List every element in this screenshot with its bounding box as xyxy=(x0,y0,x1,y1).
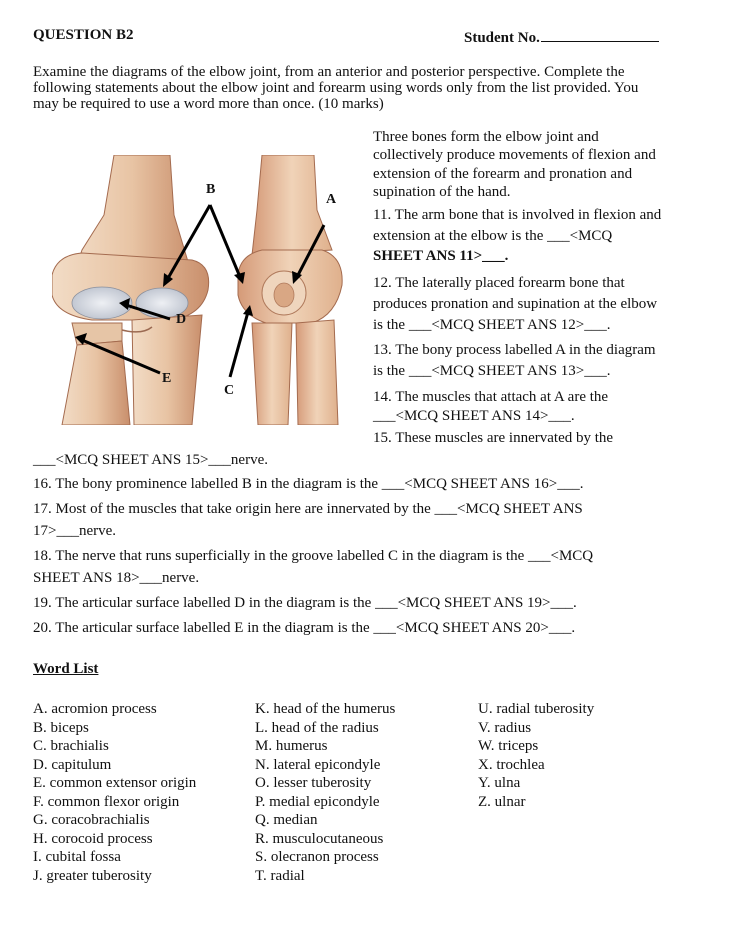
intro-line-4: supination of the hand. xyxy=(373,184,511,200)
word-list-item: O. lesser tuberosity xyxy=(255,775,372,791)
instruction-line-1: Examine the diagrams of the elbow joint, from an anterior and posterior perspective. Complete the xyxy=(33,64,625,80)
word-list-item: Y. ulna xyxy=(478,775,521,791)
intro-line-3: extension of the forearm and pronation and xyxy=(373,166,633,182)
figure-label-c: C xyxy=(224,383,235,398)
question-18-line-1: 18. The nerve that runs superficially in the groove labelled C in the diagram is the ___<MCQ xyxy=(33,548,594,564)
question-14-line-2: ___<MCQ SHEET ANS 14>___. xyxy=(373,408,575,424)
word-list-item: Z. ulnar xyxy=(478,793,526,810)
word-list-item: B. biceps xyxy=(33,719,89,736)
question-11-line-2: extension at the elbow is the ___<MCQ xyxy=(373,228,613,244)
student-number-text: Student No. xyxy=(464,30,540,46)
word-list-item: V. radius xyxy=(478,719,532,736)
word-list-column-2 xyxy=(255,700,395,885)
word-list-title: Word List xyxy=(33,661,99,677)
figure-label-e: E xyxy=(162,371,172,386)
question-16: 16. The bony prominence labelled B in the diagram is the ___<MCQ SHEET ANS 16>___. xyxy=(33,476,584,492)
intro-line-2: collectively produce movements of flexion and xyxy=(373,147,656,163)
question-12-line-1: 12. The laterally placed forearm bone that xyxy=(373,275,625,291)
question-17-line-2: 17>___nerve. xyxy=(33,523,117,539)
figure-label-b: B xyxy=(206,182,216,197)
word-list-item: S. olecranon process xyxy=(255,849,379,865)
question-12-line-3: is the ___<MCQ SHEET ANS 12>___. xyxy=(373,317,611,333)
word-list-item: T. radial xyxy=(255,867,305,884)
elbow-joint-illustration xyxy=(52,155,348,425)
question-13-line-1: 13. The bony process labelled A in the diagram xyxy=(373,342,656,358)
question-15-line-2: ___<MCQ SHEET ANS 15>___nerve. xyxy=(33,452,268,468)
word-list-item: M. humerus xyxy=(255,738,328,754)
question-20: 20. The articular surface labelled E in the diagram is the ___<MCQ SHEET ANS 20>___. xyxy=(33,620,576,636)
word-list-item: G. coracobrachialis xyxy=(33,812,150,828)
question-title: QUESTION B2 xyxy=(33,27,134,43)
anterior-view xyxy=(52,155,209,425)
arrow-b-right xyxy=(210,205,240,277)
question-13-line-2: is the ___<MCQ SHEET ANS 13>___. xyxy=(373,363,611,379)
word-list-item: A. acromion process xyxy=(33,701,157,717)
question-17-line-1: 17. Most of the muscles that take origin here are innervated by the ___<MCQ SHEET ANS xyxy=(33,501,583,517)
question-11-line-3: SHEET ANS 11>___. xyxy=(373,248,509,264)
question-14-line-1: 14. The muscles that attach at A are the xyxy=(373,389,609,405)
student-number-label xyxy=(464,27,659,47)
word-list-item: N. lateral epicondyle xyxy=(255,756,381,773)
student-number-blank[interactable] xyxy=(541,27,659,42)
question-19: 19. The articular surface labelled D in the diagram is the ___<MCQ SHEET ANS 19>___. xyxy=(33,595,577,611)
question-15-line-1: 15. These muscles are innervated by the xyxy=(373,430,614,446)
word-list-item: X. trochlea xyxy=(478,756,545,773)
elbow-joint-figure xyxy=(52,155,348,425)
word-list-item: I. cubital fossa xyxy=(33,849,121,865)
word-list-item: Q. median xyxy=(255,812,318,828)
word-list-item: E. common extensor origin xyxy=(33,775,197,791)
intro-line-1: Three bones form the elbow joint and xyxy=(373,129,599,145)
word-list-column-3 xyxy=(478,700,594,811)
question-12-line-2: produces pronation and supination at the elbow xyxy=(373,296,658,312)
word-list-item: H. corocoid process xyxy=(33,830,153,847)
word-list-item: U. radial tuberosity xyxy=(478,701,595,717)
word-list-item: R. musculocutaneous xyxy=(255,830,384,847)
arrow-c xyxy=(230,312,248,377)
word-list-item: F. common flexor origin xyxy=(33,793,180,810)
word-list-item: L. head of the radius xyxy=(255,719,379,736)
word-list-item: D. capitulum xyxy=(33,756,112,773)
instruction-line-3: may be required to use a word more than once. (10 marks) xyxy=(33,96,384,112)
word-list-item: P. medial epicondyle xyxy=(255,793,380,810)
instruction-line-2: following statements about the elbow joint and forearm using words only from the list provided. You xyxy=(33,80,639,96)
figure-label-a: A xyxy=(326,192,337,207)
word-list-item: J. greater tuberosity xyxy=(33,867,152,884)
question-18-line-2: SHEET ANS 18>___nerve. xyxy=(33,570,200,586)
word-list-item: K. head of the humerus xyxy=(255,701,396,717)
figure-label-d: D xyxy=(176,312,187,327)
question-11-line-1: 11. The arm bone that is involved in flexion and xyxy=(373,207,662,223)
word-list-column-1 xyxy=(33,700,196,885)
word-list-item: W. triceps xyxy=(478,738,539,754)
word-list-item: C. brachialis xyxy=(33,738,109,754)
